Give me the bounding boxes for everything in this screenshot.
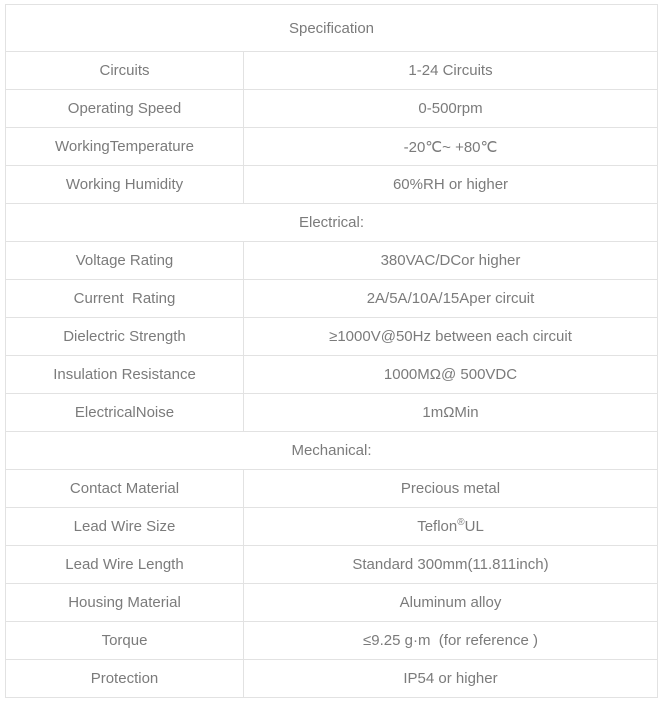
spec-label: Contact Material — [6, 470, 244, 508]
spec-value: IP54 or higher — [244, 660, 658, 698]
spec-row — [6, 546, 658, 584]
spec-value: 60%RH or higher — [244, 166, 658, 204]
spec-row — [6, 166, 658, 204]
section-header-row — [6, 204, 658, 242]
section-header-row — [6, 432, 658, 470]
spec-row — [6, 280, 658, 318]
spec-row — [6, 52, 658, 90]
value-text: Teflon — [417, 518, 458, 535]
spec-value: ≤9.25 g·m (for reference ) — [244, 622, 658, 660]
spec-row — [6, 584, 658, 622]
spec-label: Insulation Resistance — [6, 356, 244, 394]
spec-row — [6, 394, 658, 432]
spec-value: 1mΩMin — [244, 394, 658, 432]
spec-row — [6, 508, 658, 546]
spec-value: Precious metal — [244, 470, 658, 508]
spec-row — [6, 660, 658, 698]
registered-trademark-symbol: ® — [457, 517, 465, 528]
spec-label: Operating Speed — [6, 90, 244, 128]
spec-value: Aluminum alloy — [244, 584, 658, 622]
spec-label: Lead Wire Size — [6, 508, 244, 546]
section-header: Mechanical: — [6, 432, 658, 470]
spec-label: Dielectric Strength — [6, 318, 244, 356]
spec-label: Voltage Rating — [6, 242, 244, 280]
spec-label: WorkingTemperature — [6, 128, 244, 166]
spec-table-body — [6, 52, 658, 698]
spec-label: Protection — [6, 660, 244, 698]
spec-value: 1-24 Circuits — [244, 52, 658, 90]
spec-label: Housing Material — [6, 584, 244, 622]
spec-value: 2A/5A/10A/15Aper circuit — [244, 280, 658, 318]
spec-value — [244, 508, 658, 546]
spec-value: 380VAC/DCor higher — [244, 242, 658, 280]
spec-row — [6, 470, 658, 508]
section-header: Electrical: — [6, 204, 658, 242]
spec-label: Circuits — [6, 52, 244, 90]
spec-value: 0-500rpm — [244, 90, 658, 128]
value-text: UL — [464, 518, 484, 535]
spec-label: ElectricalNoise — [6, 394, 244, 432]
spec-label: Torque — [6, 622, 244, 660]
spec-row — [6, 90, 658, 128]
spec-label: Current Rating — [6, 280, 244, 318]
spec-row — [6, 356, 658, 394]
specification-table — [5, 4, 658, 698]
spec-value: 1000MΩ@ 500VDC — [244, 356, 658, 394]
spec-value: Standard 300mm(11.811inch) — [244, 546, 658, 584]
spec-row — [6, 242, 658, 280]
title-row — [6, 5, 658, 52]
spec-value: ≥1000V@50Hz between each circuit — [244, 318, 658, 356]
spec-label: Working Humidity — [6, 166, 244, 204]
spec-row — [6, 128, 658, 166]
spec-row — [6, 622, 658, 660]
spec-label: Lead Wire Length — [6, 546, 244, 584]
spec-row — [6, 318, 658, 356]
spec-value: -20℃~ +80℃ — [244, 128, 658, 166]
table-title: Specification — [6, 5, 658, 52]
